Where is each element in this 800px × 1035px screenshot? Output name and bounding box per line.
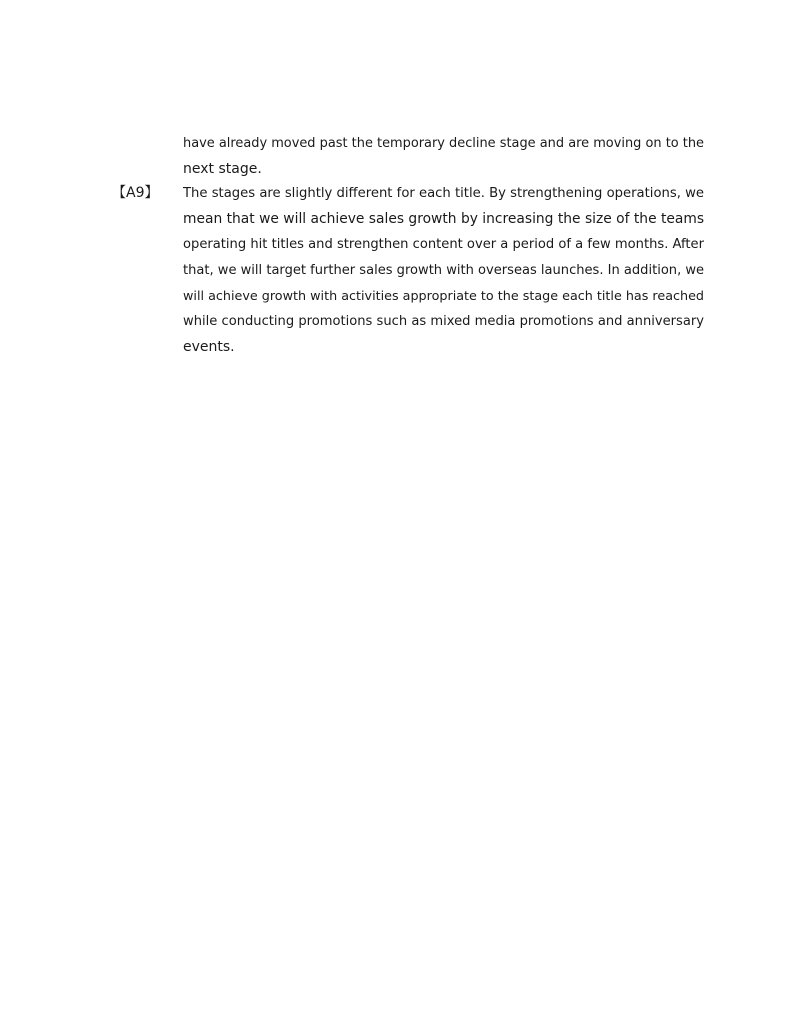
paragraph-line: The stages are slightly different for each title. By strengthening operations, we (183, 186, 704, 201)
paragraph-line: have already moved past the temporary decline stage and are moving on to the (183, 136, 704, 151)
paragraph-line: will achieve growth with activities appropriate to the stage each title has reached (183, 288, 704, 304)
answer-label: 【A9】 (112, 185, 159, 201)
paragraph-line: events. (183, 339, 235, 356)
paragraph-line: that, we will target further sales growth with overseas launches. In addition, we (183, 263, 705, 279)
answer-paragraph (183, 181, 704, 361)
continued-paragraph (183, 131, 704, 182)
paragraph-line: mean that we will achieve sales growth by increasing the size of the teams (183, 210, 705, 227)
paragraph-line: while conducting promotions such as mixed media promotions and anniversary (183, 314, 704, 330)
paragraph-line: next stage. (183, 160, 262, 177)
paragraph-line: operating hit titles and strengthen content over a period of a few months. After (183, 237, 704, 253)
